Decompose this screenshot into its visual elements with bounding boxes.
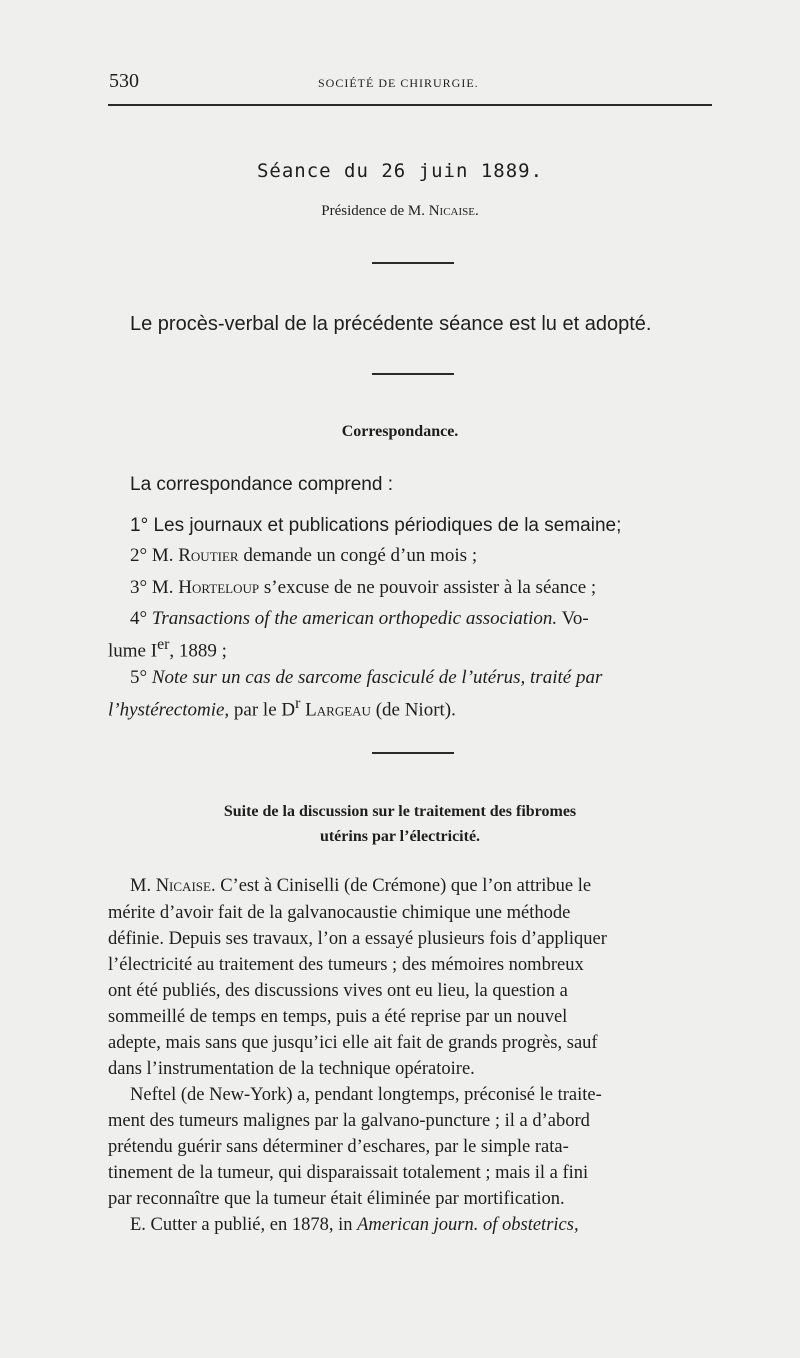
discussion-heading-line: utérins par l’électricité.: [319, 828, 481, 845]
paragraph-line: mérite d’avoir fait de la galvanocaustie chimique une méthode: [108, 903, 571, 923]
paragraph-line: adepte, mais sans que jusqu’ici elle ait fait de grands progrès, sauf: [108, 1033, 598, 1053]
presidence-line: [0, 203, 800, 220]
header-rule: [108, 104, 712, 106]
paragraph-line: M. Nicaise. C’est à Ciniselli (de Crémone) que l’on attribue le: [130, 876, 592, 896]
running-head: SOCIÉTÉ DE CHIRURGIE.: [318, 76, 479, 90]
correspondance-heading: Correspondance.: [341, 423, 459, 440]
person-name: Horteloup: [178, 577, 260, 598]
seance-title: Séance du 26 juin 1889.: [256, 160, 544, 182]
proces-verbal: Le procès-verbal de la précédente séance est lu et adopté.: [130, 313, 652, 335]
paragraph-line: ont été publiés, des discussions vives ont eu lieu, la question a: [108, 981, 568, 1001]
correspondance-item-continued: lume Ier, 1889 ;: [108, 636, 227, 662]
section-divider: [372, 262, 454, 264]
presidence-name: Nicaise.: [428, 203, 479, 219]
presidence-prefix: Présidence de M.: [321, 203, 429, 219]
discussion-heading-line: Suite de la discussion sur le traitement des fibromes: [223, 803, 577, 820]
person-name: Routier: [178, 545, 239, 566]
section-divider: [372, 373, 454, 375]
paragraph-line: définie. Depuis ses travaux, l’on a essayé plusieurs fois d’appliquer: [108, 929, 607, 949]
paragraph-line: sommeillé de temps en temps, puis a été reprise par un nouvel: [108, 1007, 568, 1027]
correspondance-item: 1° Les journaux et publications périodiques de la semaine;: [130, 515, 622, 536]
paragraph-line: dans l’instrumentation de la technique opératoire.: [108, 1059, 475, 1079]
publication-title: American journ. of obstetrics,: [357, 1215, 579, 1235]
paragraph-line: ment des tumeurs malignes par la galvano-puncture ; il a d’abord: [108, 1111, 590, 1131]
correspondance-item: 5° Note sur un cas de sarcome fasciculé de l’utérus, traité par: [130, 667, 603, 688]
correspondance-item: 3° M. Horteloup s’excuse de ne pouvoir assister à la séance ;: [130, 577, 597, 598]
correspondance-intro: La correspondance comprend :: [130, 474, 393, 495]
paragraph-line: E. Cutter a publié, en 1878, in American journ. of obstetrics,: [130, 1215, 579, 1235]
person-name: Largeau: [300, 699, 371, 721]
correspondance-item: 4° Transactions of the american orthopedic association. Vo-: [130, 608, 589, 629]
correspondance-item: 2° M. Routier demande un congé d’un mois ;: [130, 545, 478, 566]
paragraph-line: par reconnaître que la tumeur était éliminée par mortification.: [108, 1189, 565, 1209]
section-divider: [372, 752, 454, 754]
page-number: 530: [109, 70, 139, 92]
paragraph-line: tinement de la tumeur, qui disparaissait totalement ; mais il a fini: [108, 1163, 589, 1183]
publication-title: Transactions of the american orthopedic association.: [151, 608, 558, 629]
paragraph-line: prétendu guérir sans déterminer d’eschares, par le simple rata-: [108, 1137, 569, 1157]
paragraph-line: Neftel (de New-York) a, pendant longtemps, préconisé le traite-: [130, 1085, 602, 1105]
correspondance-item-continued: l’hystérectomie, par le $D^r$ Largeau (de Niort).: [108, 695, 456, 721]
paragraph-line: l’électricité au traitement des tumeurs ; des mémoires nombreux: [108, 955, 584, 975]
speaker-name: M. Nicaise.: [130, 876, 216, 896]
publication-title: Note sur un cas de sarcome fasciculé de l’utérus, traité par: [151, 667, 603, 688]
